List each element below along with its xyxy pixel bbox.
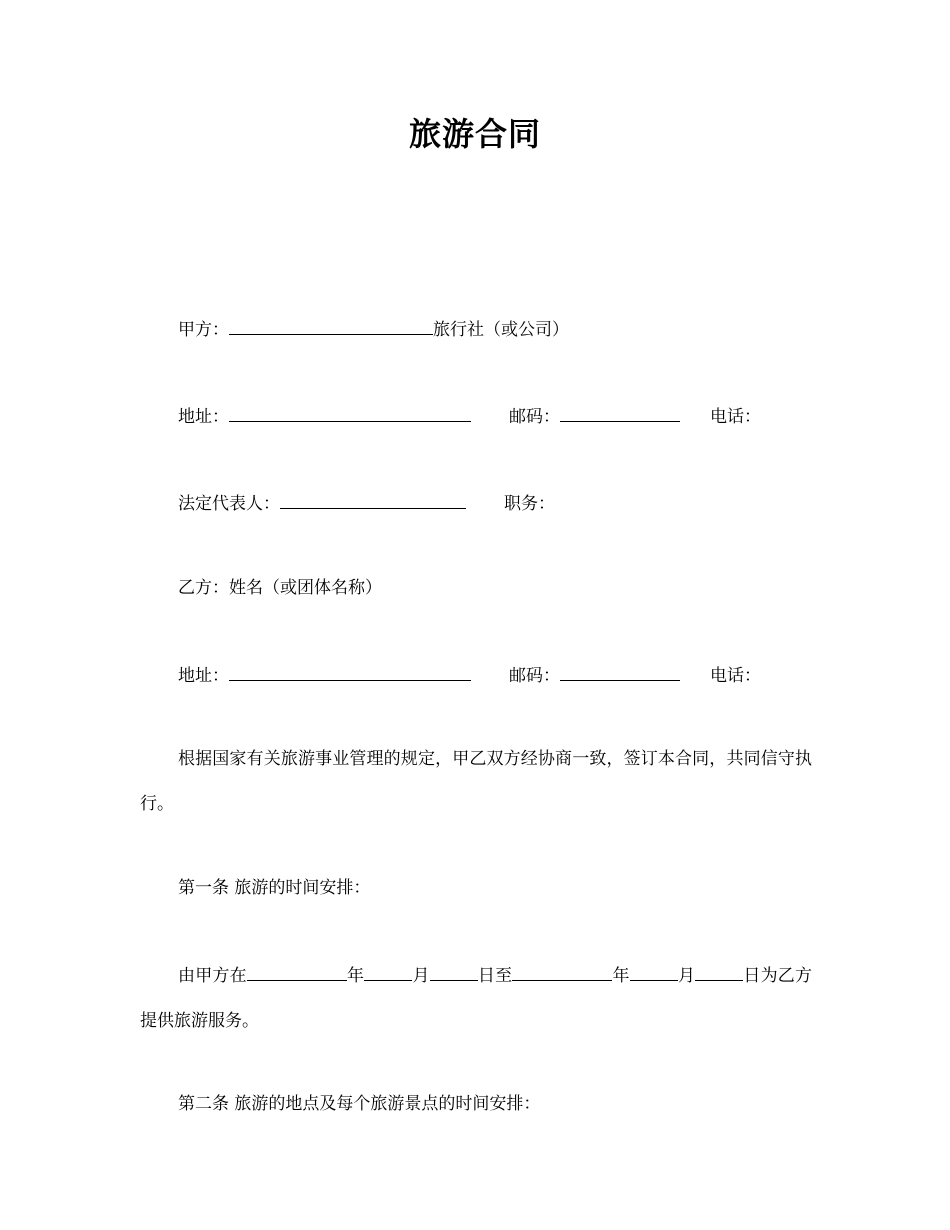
legal-rep-label: 法定代表人： — [178, 494, 280, 514]
month-label-2: 月 — [677, 966, 696, 986]
party-a-label: 甲方： — [178, 320, 229, 340]
article-1-body — [140, 954, 812, 1044]
start-month-blank[interactable] — [364, 960, 412, 981]
party-a-address-label: 地址： — [178, 407, 229, 427]
preamble-paragraph: 根据国家有关旅游事业管理的规定，甲乙双方经协商一致，签订本合同，共同信守执行。 — [140, 749, 812, 814]
end-day-blank[interactable] — [695, 960, 743, 981]
legal-rep-line — [178, 488, 555, 516]
party-b-phone-label: 电话： — [710, 666, 761, 686]
party-b-address-label: 地址： — [178, 666, 229, 686]
party-a-suffix: 旅行社（或公司） — [433, 320, 569, 340]
start-year-blank[interactable] — [247, 960, 347, 981]
position-label: 职务： — [504, 494, 555, 514]
party-a-postcode-label: 邮码： — [509, 407, 560, 427]
year-label-1: 年 — [346, 966, 365, 986]
legal-rep-blank[interactable] — [280, 488, 466, 509]
party-a-address-line — [178, 401, 761, 429]
party-a-line — [178, 314, 569, 342]
year-label-2: 年 — [612, 966, 630, 986]
start-day-blank[interactable] — [430, 960, 478, 981]
article-1-text-start: 由甲方在 — [178, 966, 247, 986]
document-title: 旅游合同 — [408, 115, 541, 153]
party-b-postcode-label: 邮码： — [509, 666, 560, 686]
article-1-heading: 第一条 旅游的时间安排： — [178, 878, 371, 898]
article-1-text-end: 日为乙方提供旅游服务。 — [140, 966, 813, 1031]
party-b-address-blank[interactable] — [229, 660, 471, 681]
party-b-postcode-blank[interactable] — [560, 660, 680, 681]
end-month-blank[interactable] — [630, 960, 678, 981]
party-a-phone-label: 电话： — [710, 407, 761, 427]
party-a-name-blank[interactable] — [229, 314, 433, 335]
article-2-heading: 第二条 旅游的地点及每个旅游景点的时间安排： — [178, 1094, 541, 1114]
party-b-line — [178, 574, 382, 602]
end-year-blank[interactable] — [512, 960, 612, 981]
day-to-label: 日至 — [477, 966, 513, 986]
party-a-address-blank[interactable] — [229, 401, 471, 422]
party-a-postcode-blank[interactable] — [560, 401, 680, 422]
party-b-label: 乙方：姓名（或团体名称） — [178, 578, 382, 598]
party-b-address-line — [178, 660, 761, 688]
month-label-1: 月 — [412, 966, 430, 986]
